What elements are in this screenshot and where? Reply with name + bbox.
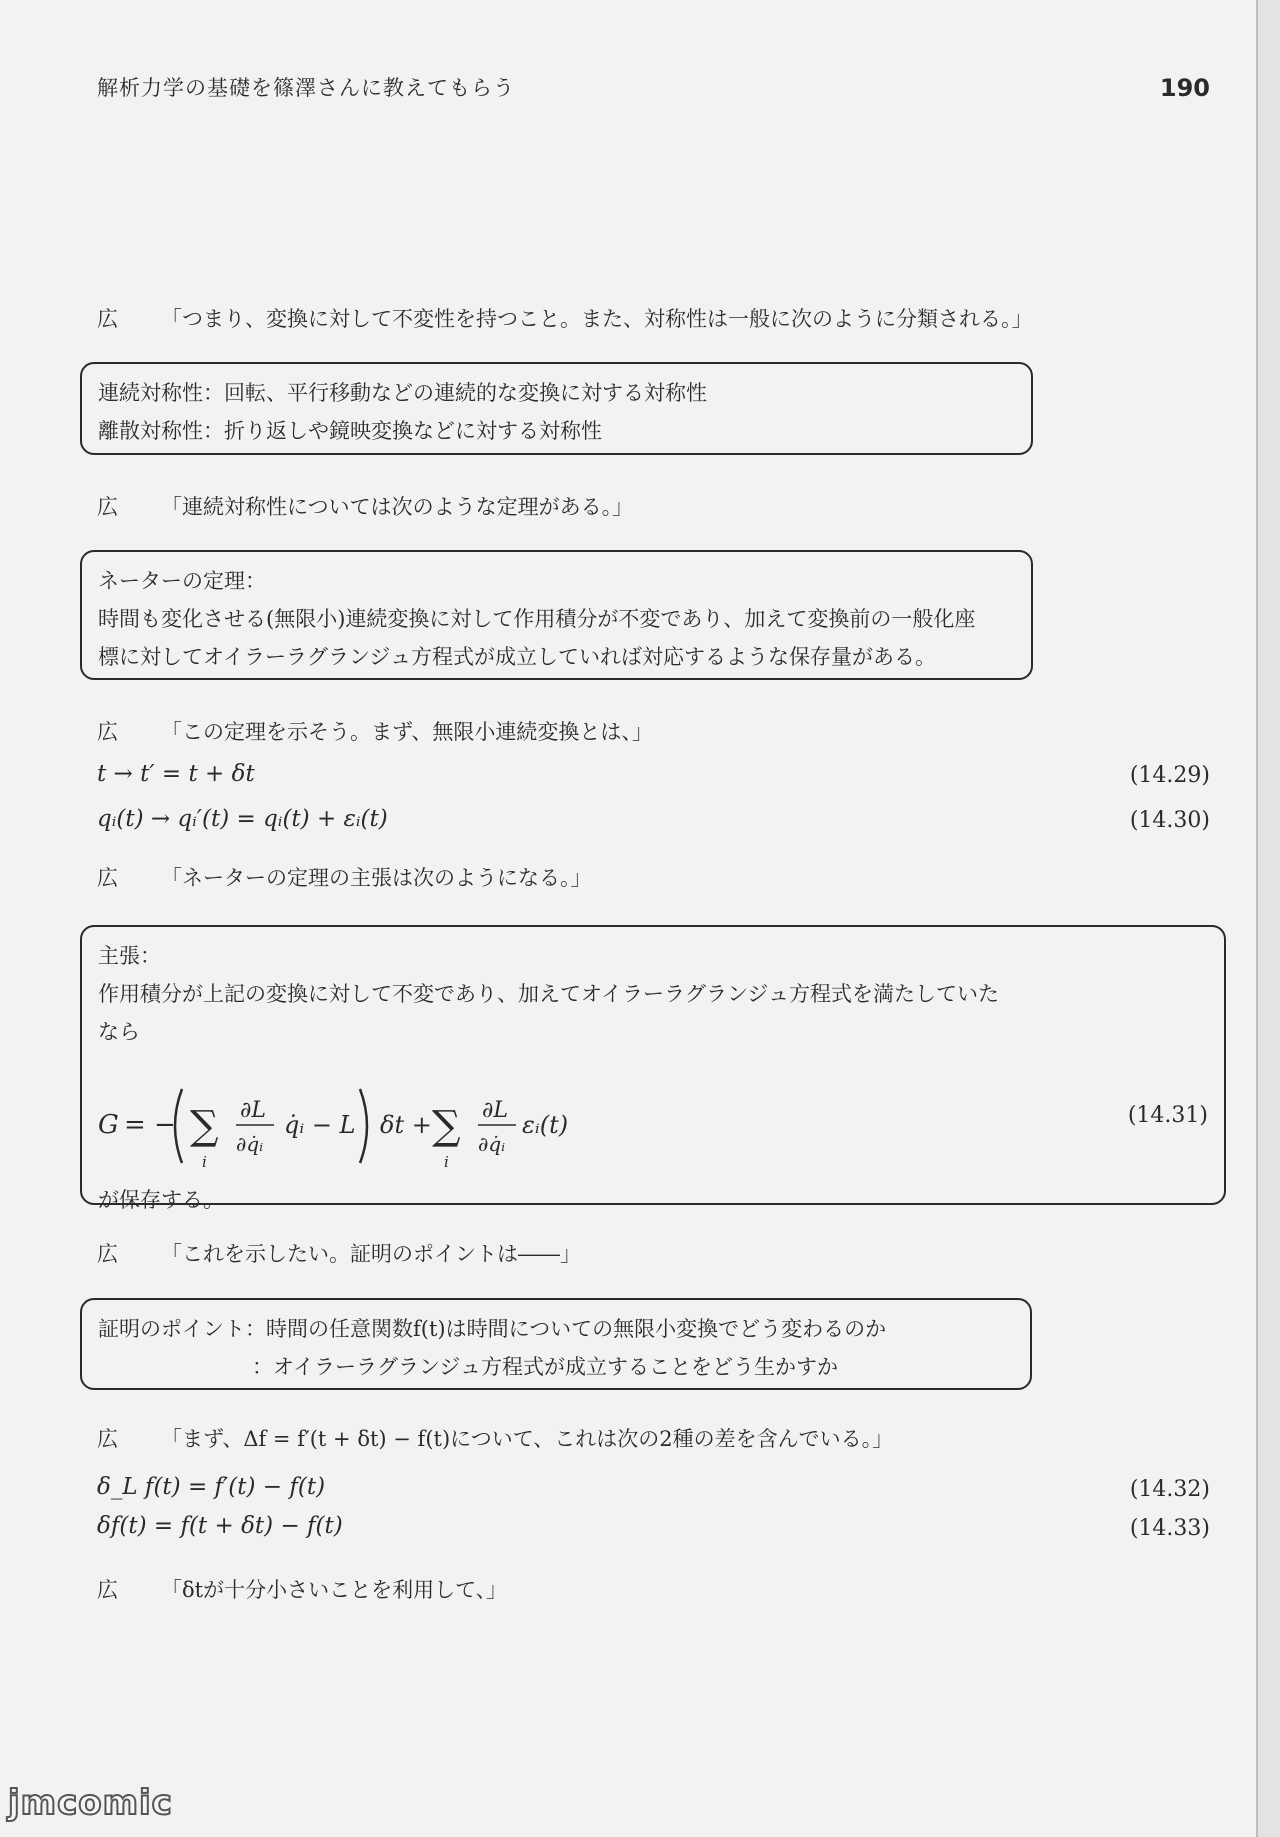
speaker-label: 広 (97, 1427, 118, 1451)
watermark-logo: jmcomic (8, 1783, 173, 1823)
page-number: 190 (1159, 74, 1210, 102)
svg-text:δt +: δt + (380, 1111, 432, 1139)
dialogue-line-7 (97, 1574, 507, 1604)
noether-theorem-box (80, 550, 1033, 680)
svg-text:= −: = − (124, 1110, 176, 1140)
equation-number-14-29: (14.29) (1129, 763, 1210, 788)
theorem-text-line-1: 時間も変化させる(無限小)連続変換に対して作用積分が不変であり、加えて変換前の一般化座 (98, 607, 976, 631)
svg-text:i: i (202, 1153, 207, 1171)
dialogue-line-6 (97, 1423, 893, 1453)
equation-number-14-31: (14.31) (1127, 1103, 1208, 1128)
dialogue-line-3 (97, 716, 653, 746)
dialogue-line-2 (97, 491, 633, 521)
claim-text-line-1: 作用積分が上記の変換に対して不変であり、加えてオイラーラグランジュ方程式を満たしていた (98, 982, 1000, 1006)
claim-text-line-2: なら (98, 1020, 140, 1044)
book-title: 解析力学の基礎を篠澤さんに教えてもらう (97, 76, 515, 100)
speaker-label: 広 (97, 1578, 118, 1602)
theorem-text-line-2: 標に対してオイラーラグランジュ方程式が成立していれば対応するような保存量がある。 (98, 645, 937, 669)
proof-point-2: ：オイラーラグランジュ方程式が成立することをどう生かすか (252, 1355, 839, 1379)
equation-number-14-33: (14.33) (1129, 1516, 1210, 1541)
svg-text:∂q̇ᵢ: ∂q̇ᵢ (478, 1132, 506, 1156)
conserved-quantity-formula (98, 1051, 1208, 1181)
dialogue-line-5 (97, 1238, 581, 1268)
equation-14-33: δf(t) = f(t + δt) − f(t) (97, 1513, 343, 1539)
speaker-label: 広 (97, 866, 118, 890)
dialogue-text: 「ネーターの定理の主張は次のようになる。」 (161, 866, 592, 890)
page-edge (1256, 0, 1280, 1837)
discrete-symmetry-line: 離散対称性：折り返しや鏡映変換などに対する対称性 (98, 419, 602, 443)
equation-14-31 (98, 1081, 578, 1171)
dialogue-text: 「連続対称性については次のような定理がある。」 (161, 495, 634, 519)
dialogue-text: 「つまり、変換に対して不変性を持つこと。また、対称性は一般に次のように分類される。」 (161, 307, 1033, 331)
continuous-symmetry-line: 連続対称性：回転、平行移動などの連続的な変換に対する対称性 (98, 381, 707, 405)
svg-text:εᵢ(t): εᵢ(t) (522, 1111, 569, 1139)
proof-point-1: 証明のポイント：時間の任意関数f(t)は時間についての無限小変換でどう変わるのか (98, 1317, 887, 1341)
dialogue-line-1 (97, 303, 1033, 333)
svg-text:∂L: ∂L (482, 1098, 508, 1123)
dialogue-line-4 (97, 862, 592, 892)
dialogue-text: 「まず、Δf = f′(t + δt) − f(t)について、これは次の2種の差を含んでいる。」 (161, 1427, 894, 1451)
equation-14-30: qᵢ(t) → qᵢ′(t) = qᵢ(t) + εᵢ(t) (97, 806, 388, 832)
equation-number-14-30: (14.30) (1129, 808, 1210, 833)
noether-claim-box (80, 925, 1226, 1212)
speaker-label: 広 (97, 1242, 118, 1266)
dialogue-text: 「この定理を示そう。まず、無限小連続変換とは、」 (161, 720, 653, 744)
proof-points-box (80, 1298, 1032, 1390)
dialogue-text: 「これを示したい。証明のポイントは――」 (161, 1242, 581, 1266)
svg-text:G: G (98, 1110, 119, 1140)
svg-text:q̇ᵢ − L: q̇ᵢ − L (284, 1111, 356, 1139)
svg-text:∑: ∑ (432, 1103, 461, 1149)
speaker-label: 広 (97, 307, 118, 331)
dialogue-text: 「δtが十分小さいことを利用して、」 (161, 1578, 508, 1602)
symmetry-classification-box (80, 362, 1033, 455)
svg-text:i: i (444, 1153, 449, 1171)
speaker-label: 広 (97, 720, 118, 744)
theorem-heading: ネーターの定理： (98, 569, 266, 593)
equation-14-32: δ_L f(t) = f′(t) − f(t) (97, 1474, 326, 1500)
equation-number-14-32: (14.32) (1129, 1477, 1210, 1502)
svg-text:∑: ∑ (190, 1103, 219, 1149)
equation-14-29: t → t′ = t + δt (97, 761, 255, 787)
claim-conclusion: が保存する。 (98, 1188, 224, 1212)
svg-text:∂L: ∂L (240, 1098, 266, 1123)
svg-text:∂q̇ᵢ: ∂q̇ᵢ (236, 1132, 264, 1156)
speaker-label: 広 (97, 495, 118, 519)
claim-heading: 主張： (98, 944, 161, 968)
